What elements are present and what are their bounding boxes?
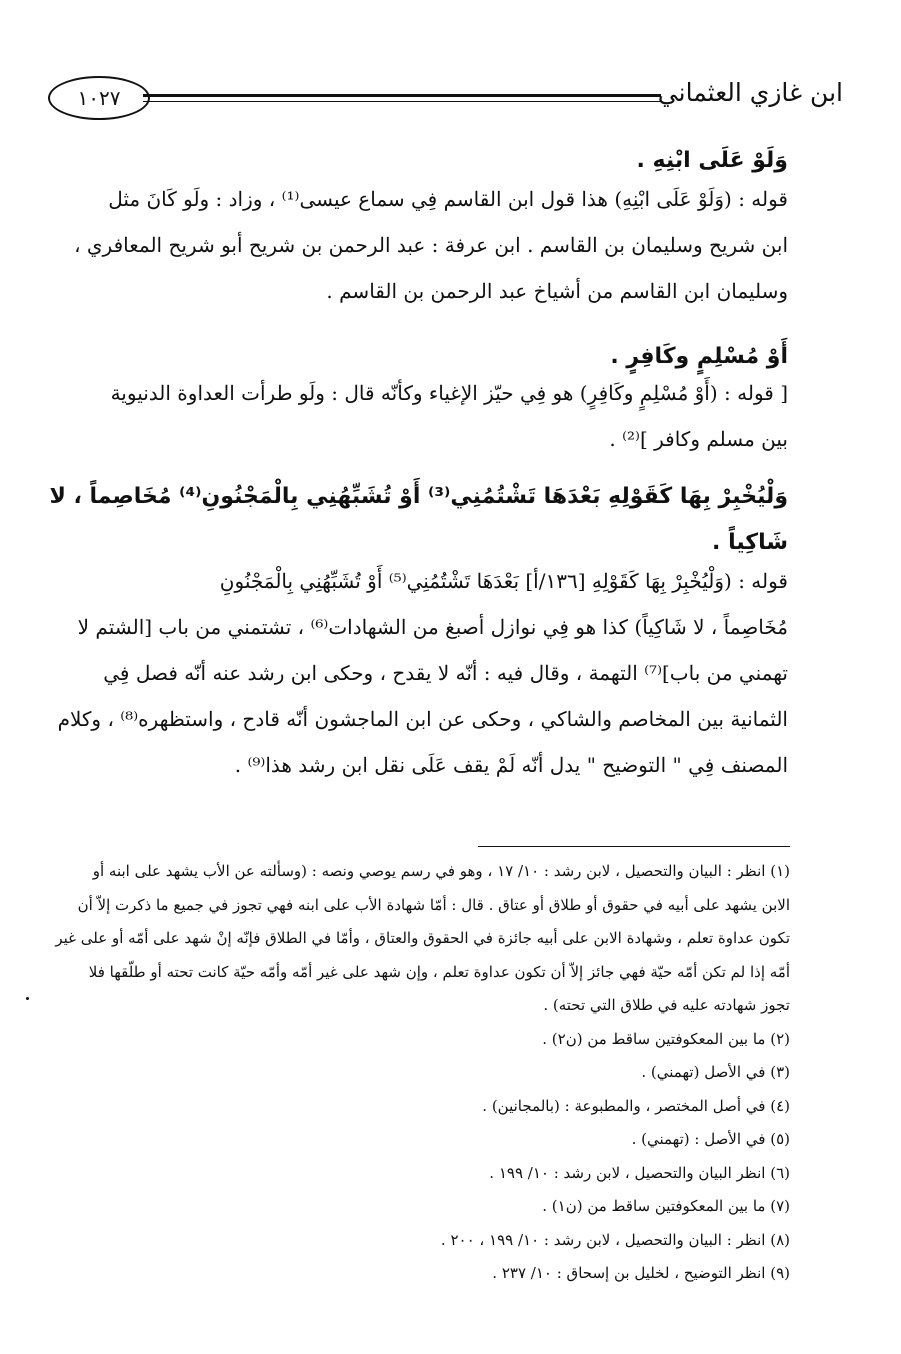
matn-quote-1: وَلَوْ عَلَى ابْنِهِ . — [636, 148, 788, 173]
text-line: بين مسلم وكافر ]⁽²⁾ . — [609, 427, 788, 451]
text-line: المصنف فِي " التوضيح " يدل أنّه لَمْ يقف عَلَى نقل ابن رشد هذا⁽⁹⁾ . — [234, 753, 788, 777]
page-header — [48, 70, 843, 126]
text-line: [ قوله : (أَوْ مُسْلِمٍ وكَافِرٍ) هو فِي حيّز الإغياء وكأنّه قال : ولَو طرأت العداوة الدنيوية — [110, 381, 788, 405]
footnote-1-line: (١) انظر : البيان والتحصيل ، لابن رشد : ١٠/ ١٧ ، وهو في رسم يوصي ونصه : (وسألته عن الأب يشهد على ابنه أو — [92, 862, 790, 880]
matn-quote-2: أَوْ مُسْلِمٍ وكَافِرٍ . — [610, 344, 788, 369]
text-line: قوله : (وَلْيُخْبِرْ بِهَا كَقَوْلِهِ [١٣٦/أ] بَعْدَهَا تَشْتُمُنِي⁽⁵⁾ أَوْ تُشَبِّهُنِي بِالْمَجْنُونِ — [219, 569, 788, 593]
footnote-1-line: تكون عداوة تعلم ، وشهادة الابن على أبيه جائزة في الحقوق والعتاق ، وأمّا في الطلاق فإنّه إنْ شهد على أمّه أو على غير — [55, 929, 790, 947]
footnote-1-line: تجوز شهادته عليه في طلاق التي تحته) . — [543, 996, 790, 1014]
commentary-paragraph-2 — [46, 370, 788, 462]
footnote-5: (٥) في الأصل : (تهمني) . — [631, 1130, 790, 1148]
footnote-9: (٩) انظر التوضيح ، لخليل بن إسحاق : ١٠/ ٢٣٧ . — [492, 1264, 790, 1282]
text-line: وَلْيُخْبِرْ بِهَا كَقَوْلِهِ بَعْدَهَا تَشْتُمُنِي⁽³⁾ أَوْ تُشَبِّهُنِي بِالْمَجْنُونِ⁽⁴⁾ مُخَاصِماً ، لا — [49, 484, 788, 509]
text-line: ابن شريح وسليمان بن القاسم . ابن عرفة : عبد الرحمن بن شريح أبو شريح المعافري ، — [74, 233, 788, 257]
footnote-separator — [478, 846, 790, 847]
page-number: ١٠٢٧ — [77, 86, 121, 110]
footnote-3: (٣) في الأصل (تهمني) . — [641, 1063, 790, 1081]
text-line: الثمانية بين المخاصم والشاكي ، وحكى عن ابن الماجشون أنّه قادح ، واستظهره⁽⁸⁾ ، وكلام — [57, 707, 788, 731]
text-line: شَاكِياً . — [712, 530, 788, 555]
text-line: مُخَاصِماً ، لا شَاكِياً) كذا هو فِي نوازل أصبغ من الشهادات⁽⁶⁾ ، تشتمني من باب [الشتم لا — [77, 615, 788, 639]
page-number-oval — [48, 76, 150, 120]
footnote-7: (٧) ما بين المعكوفتين ساقط من (ن١) . — [542, 1197, 790, 1215]
running-title: ابن غازي العثماني — [657, 78, 843, 107]
footnote-2: (٢) ما بين المعكوفتين ساقط من (ن٢) . — [542, 1029, 790, 1048]
footnote-1-line: الابن يشهد على أبيه في حقوق أو طلاق أو عتاق . قال : أمّا شهادة الأب على ابنه فهي تجوز في جميع ما ذكرت إلاّ أن — [77, 895, 790, 914]
commentary-paragraph-3 — [46, 558, 788, 788]
footnotes — [46, 855, 790, 1291]
header-rule-thick — [143, 94, 661, 97]
matn-quote-3 — [46, 474, 788, 566]
commentary-paragraph-1 — [46, 176, 788, 314]
header-rule-thin — [143, 101, 661, 102]
text-line: وسليمان ابن القاسم من أشياخ عبد الرحمن بن القاسم . — [326, 279, 788, 303]
footnote-1-line: أمّه إذا لم تكن أمّه حيّة فهي جائز إلاّ أن تكون عداوة تعلم ، وإن شهد على غير أمّه وأمّه حيّة كانت تحته أو طلّقها فلا — [88, 962, 790, 981]
margin-dot — [26, 997, 29, 1000]
footnote-6: (٦) انظر البيان والتحصيل ، لابن رشد : ١٠/ ١٩٩ . — [489, 1163, 790, 1182]
text-line: قوله : (وَلَوْ عَلَى ابْنِهِ) هذا قول ابن القاسم فِي سماع عيسى⁽¹⁾ ، وزاد : ولَو كَانَ مثل — [108, 187, 788, 211]
footnote-4: (٤) في أصل المختصر ، والمطبوعة : (بالمجانين) . — [482, 1096, 790, 1115]
footnote-8: (٨) انظر : البيان والتحصيل ، لابن رشد : ١٠/ ١٩٩ ، ٢٠٠ . — [440, 1230, 790, 1249]
text-line: تهمني من باب]⁽⁷⁾ التهمة ، وقال فيه : أنّه لا يقدح ، وحكى ابن رشد عنه أنّه فصل فِي — [103, 661, 788, 685]
